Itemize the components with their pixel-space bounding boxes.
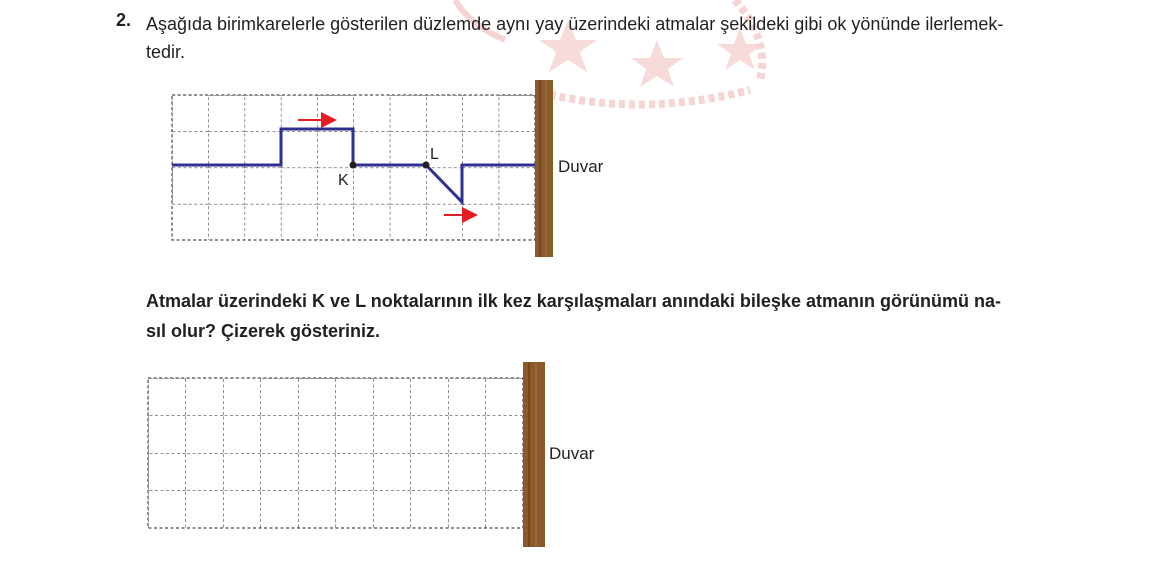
question-intro — [146, 10, 1136, 66]
wall — [535, 80, 553, 257]
question-intro-line-2: tedir. — [146, 42, 186, 62]
answer-grid-figure[interactable] — [140, 360, 560, 555]
question-prompt-line-1: Atmalar üzerindeki K ve L noktalarının ilk kez karşılaşmaları anındaki bileşke atmanın görünümü na- — [146, 291, 1001, 311]
label-L: L — [430, 146, 439, 163]
pulse-figure — [160, 75, 580, 265]
question-prompt — [146, 286, 1136, 346]
question-prompt-line-2: sıl olur? Çizerek gösteriniz. — [146, 321, 381, 341]
wall — [523, 362, 545, 547]
wall-label-top: Duvar — [558, 157, 604, 176]
point-L — [423, 162, 430, 169]
answer-grid[interactable] — [148, 378, 523, 528]
question-number: 2. — [116, 10, 132, 30]
point-K — [350, 162, 357, 169]
question-intro-line-1: Aşağıda birimkarelerle gösterilen düzlemde aynı yay üzerindeki atmalar şekildeki gibi ok yönünde ilerlemek- — [146, 14, 1004, 34]
wall-label-bottom: Duvar — [549, 444, 595, 463]
label-K: K — [338, 172, 349, 189]
